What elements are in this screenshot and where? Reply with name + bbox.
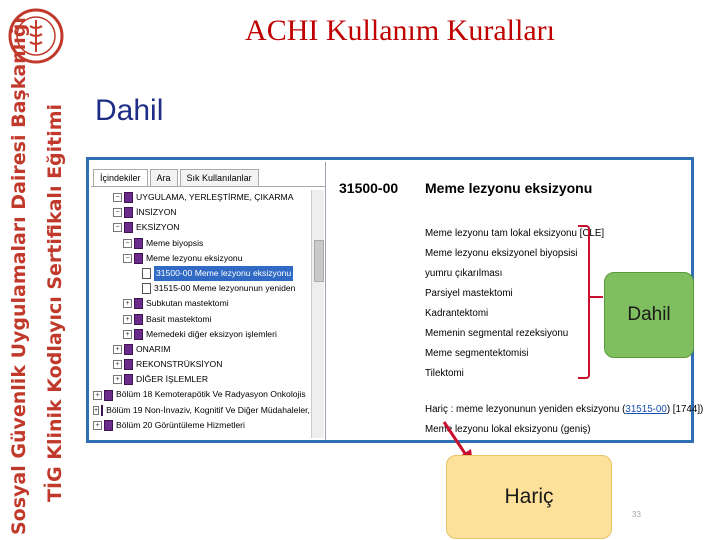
- tree-node[interactable]: [93, 220, 309, 235]
- book-icon: [124, 192, 133, 203]
- expand-toggle-icon[interactable]: +: [123, 315, 132, 324]
- tree-node-label: ONARIM: [136, 343, 171, 354]
- excludes-suffix: ) [1744]): [666, 404, 704, 415]
- expand-toggle-icon[interactable]: −: [123, 239, 132, 248]
- tree-node-label: DİĞER İŞLEMLER: [136, 374, 209, 385]
- sidebar-branding: [0, 0, 80, 540]
- tree-node[interactable]: [93, 296, 309, 311]
- tree-tabs: [91, 162, 325, 187]
- include-callout: Dahil: [604, 272, 694, 358]
- tree-node[interactable]: [93, 357, 309, 372]
- tree-node[interactable]: [93, 387, 309, 402]
- tree-node[interactable]: [93, 251, 309, 266]
- expand-toggle-icon[interactable]: −: [113, 208, 122, 217]
- include-item: Meme lezyonu eksizyonel biyopsisi: [425, 248, 578, 259]
- include-item: Kadrantektomi: [425, 308, 489, 319]
- book-icon: [134, 238, 143, 249]
- sidebar-text-line1: Sosyal Güvenlik Uygulamaları Dairesi Başkanlığı: [8, 17, 30, 535]
- tree-node[interactable]: [93, 281, 309, 296]
- tree-node-label: Subkutan mastektomi: [146, 298, 229, 309]
- tree-node-label: Bölüm 20 Görüntüleme Hizmetleri: [116, 419, 245, 430]
- tree-list: [93, 190, 309, 433]
- tree-node-label: 31500-00 Meme lezyonu eksizyonu: [154, 266, 293, 281]
- expand-toggle-icon[interactable]: +: [113, 360, 122, 369]
- tree-node[interactable]: [93, 372, 309, 387]
- tree-node-label: EKSİZYON: [136, 222, 180, 233]
- include-item: Memenin segmental rezeksiyonu: [425, 328, 569, 339]
- book-icon: [124, 344, 133, 355]
- tree-node-label: UYGULAMA, YERLEŞTİRME, ÇIKARMA: [136, 192, 294, 202]
- tree-node-label: Bölüm 18 Kemoterapötik Ve Radyasyon Onkolojis: [116, 389, 306, 400]
- tab-favorites[interactable]: Sık Kullanılanlar: [180, 169, 259, 186]
- page-number: 33: [632, 510, 641, 519]
- expand-toggle-icon[interactable]: +: [93, 421, 102, 430]
- book-icon: [134, 298, 143, 309]
- procedure-code: 31500-00: [339, 180, 399, 196]
- book-icon: [104, 420, 113, 431]
- procedure-title: Meme lezyonu eksizyonu: [425, 180, 593, 196]
- tree-node[interactable]: [93, 403, 309, 418]
- tree-node-label: Meme lezyonu eksizyonu: [146, 252, 243, 263]
- include-item: Meme segmentektomisi: [425, 348, 529, 359]
- book-icon: [124, 359, 133, 370]
- include-item: Meme lezyonu tam lokal eksizyonu [CLE]: [425, 228, 605, 239]
- leaf-spacer: [133, 285, 140, 292]
- tree-node[interactable]: [93, 418, 309, 433]
- tab-contents[interactable]: İçindekiler: [93, 169, 148, 186]
- excludes-code-link[interactable]: 31515-00: [625, 404, 667, 415]
- book-icon: [124, 207, 133, 218]
- scrollbar-thumb[interactable]: [314, 240, 324, 282]
- tree-node-label: Meme biyopsis: [146, 237, 204, 248]
- bracket-tick: [589, 296, 603, 298]
- tree-node-label: REKONSTRÜKSİYON: [136, 359, 223, 370]
- include-item: yumru çıkarılması: [425, 268, 503, 279]
- include-item: Tilektomi: [425, 368, 464, 379]
- expand-toggle-icon[interactable]: +: [123, 330, 132, 339]
- expand-toggle-icon[interactable]: +: [94, 406, 99, 414]
- tree-node[interactable]: [93, 190, 309, 205]
- tree-node[interactable]: [93, 342, 309, 357]
- tree-node-label: Memedeki diğer eksizyon işlemleri: [146, 328, 277, 339]
- expand-toggle-icon[interactable]: −: [113, 223, 122, 232]
- tree-node-label: İNSİZYON: [136, 207, 177, 218]
- expand-toggle-icon[interactable]: −: [123, 254, 132, 263]
- book-icon: [134, 253, 143, 264]
- tree-node-label: Bölüm 19 Non-İnvaziv, Kognitif Ve Diğer Müdahaleler,: [106, 404, 310, 415]
- slide-subtitle: Dahil: [95, 94, 164, 127]
- embedded-screenshot: [86, 157, 704, 443]
- tree-node[interactable]: [93, 327, 309, 342]
- book-icon: [124, 374, 133, 385]
- expand-toggle-icon[interactable]: −: [113, 193, 122, 202]
- tree-node[interactable]: [93, 312, 309, 327]
- document-icon: [142, 283, 151, 294]
- book-icon: [124, 222, 133, 233]
- slide-title: ACHI Kullanım Kuralları: [245, 14, 555, 47]
- tree-node-label: 31515-00 Meme lezyonunun yeniden: [154, 283, 296, 294]
- tree-node[interactable]: [93, 236, 309, 251]
- tab-search[interactable]: Ara: [150, 169, 178, 186]
- include-item: Parsiyel mastektomi: [425, 288, 513, 299]
- book-icon: [101, 405, 103, 416]
- exclude-callout: Hariç: [446, 455, 612, 539]
- leaf-spacer: [133, 270, 140, 277]
- tree-node[interactable]: [93, 205, 309, 220]
- expand-toggle-icon[interactable]: +: [113, 345, 122, 354]
- expand-toggle-icon[interactable]: +: [93, 391, 102, 400]
- tree-node-label: Basit mastektomi: [146, 313, 212, 324]
- sidebar-text-line2: TİG Klinik Kodlayıcı Sertifikalı Eğitimi: [44, 103, 66, 502]
- excludes-line2: Meme lezyonu lokal eksizyonu (geniş): [425, 424, 591, 435]
- tree-panel: [91, 162, 326, 440]
- excludes-prefix: Hariç : meme lezyonunun yeniden eksizyonu (: [425, 404, 626, 415]
- book-icon: [104, 390, 113, 401]
- includes-bracket: [578, 225, 590, 379]
- tree-node[interactable]: [93, 266, 309, 281]
- document-icon: [142, 268, 151, 279]
- expand-toggle-icon[interactable]: +: [113, 375, 122, 384]
- expand-toggle-icon[interactable]: +: [123, 299, 132, 308]
- book-icon: [134, 329, 143, 340]
- book-icon: [134, 314, 143, 325]
- tree-scrollbar[interactable]: [311, 190, 324, 438]
